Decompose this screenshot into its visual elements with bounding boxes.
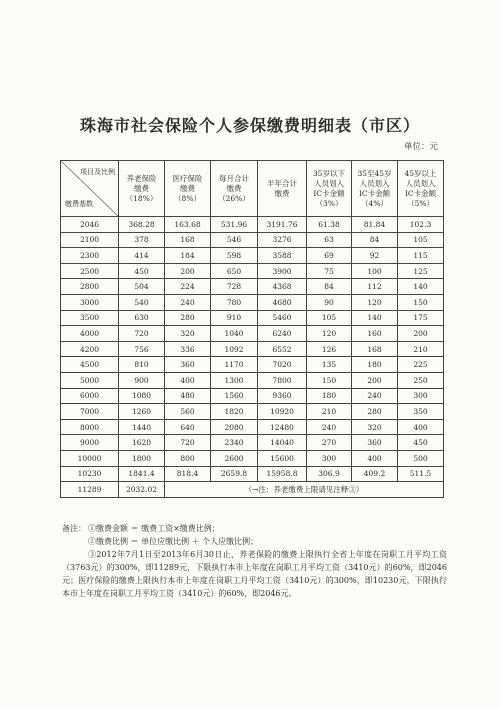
table-cell-35-to-45: 409.2: [352, 466, 398, 482]
table-cell-over-45: 125: [398, 263, 444, 279]
table-cell-base: 2046: [61, 217, 119, 233]
table-cell-monthly-total: 650: [211, 263, 258, 279]
table-cell-medical: 480: [165, 388, 211, 404]
note-3-text: ③2012年7月1日至2013年6月30日止，养老保险的缴费上限执行全省上年度在岗职工月平均工资（3763元）的300%，即11289元，下限执行本市上年度在岗职工月平均工资（3410元）的60%，即2046元；医疗保险的缴费上限执行本市上年度在岗职工月平均工资（3410元）的300%，即10230元，下限执行本市上年度在岗职工月平均工资（3410元）的60%，即2046元。: [62, 550, 447, 598]
table-cell-medical: 184: [165, 248, 211, 264]
table-cell-over-45: 450: [398, 435, 444, 451]
table-cell-base: 3000: [61, 294, 119, 310]
table-cell-monthly-total: 1560: [211, 388, 258, 404]
table-cell-over-45: 350: [398, 404, 444, 420]
header-over-45: 45岁以上 人员划入 IC卡金额 （5%）: [398, 161, 444, 217]
table-cell-35-to-45: 280: [352, 404, 398, 420]
header-pension: 养老保险 缴费 （18%）: [119, 161, 165, 217]
table-header-row: [61, 161, 444, 217]
table-cell-under-35: 90: [307, 294, 352, 310]
table-cell-35-to-45: 120: [352, 294, 398, 310]
table-row: [61, 435, 444, 451]
table-cell-over-45: 400: [398, 419, 444, 435]
header-under-35: 35岁以下 人员划入 IC卡金额 （3%）: [307, 161, 352, 217]
table-cell-monthly-total: 2340: [211, 435, 258, 451]
table-cell-half-year-total: 14040: [258, 435, 307, 451]
table-cell-under-35: 300: [307, 450, 352, 466]
table-cell-half-year-total: 4680: [258, 294, 307, 310]
table-cell-medical: 320: [165, 326, 211, 342]
table-cell-half-year-total: 10920: [258, 404, 307, 420]
table-row: [61, 232, 444, 248]
table-cell-base: 4000: [61, 326, 119, 342]
table-row: [61, 217, 444, 233]
table-cell-pension: 720: [119, 326, 165, 342]
table-cell-medical: 240: [165, 294, 211, 310]
table-cell-half-year-total: 15600: [258, 450, 307, 466]
table-cell-over-45: 140: [398, 279, 444, 295]
table-cell-medical: 168: [165, 232, 211, 248]
table-cell-35-to-45: 112: [352, 279, 398, 295]
table-row: [61, 279, 444, 295]
notes-prefix: 备注：: [62, 524, 86, 533]
table-cell-over-45: 250: [398, 372, 444, 388]
table-cell-over-45: 511.5: [398, 466, 444, 482]
table-cell-medical: 800: [165, 450, 211, 466]
table-cell-pension: 1080: [119, 388, 165, 404]
table-cell-pension: 504: [119, 279, 165, 295]
table-cell-base: 4200: [61, 341, 119, 357]
table-cell-under-35: 240: [307, 419, 352, 435]
table-cell-pension: 756: [119, 341, 165, 357]
table-cell-under-35: 126: [307, 341, 352, 357]
table-row: [61, 404, 444, 420]
table-cell-under-35: 210: [307, 404, 352, 420]
table-cell-35-to-45: 160: [352, 326, 398, 342]
table-cell-half-year-total: 3900: [258, 263, 307, 279]
table-row: [61, 466, 444, 482]
table-cell-half-year-total: 6240: [258, 326, 307, 342]
table-cell-pension: 368.28: [119, 217, 165, 233]
table-cell-base: 6000: [61, 388, 119, 404]
table-cell-pension: 900: [119, 372, 165, 388]
table-cell-half-year-total: 7800: [258, 372, 307, 388]
table-cell-medical: 224: [165, 279, 211, 295]
table-cell-pension: 810: [119, 357, 165, 373]
table-cell-base: 10000: [61, 450, 119, 466]
table-cell-monthly-total: 546: [211, 232, 258, 248]
table-cell-over-45: 500: [398, 450, 444, 466]
header-medical: 医疗保险 缴费 （8%）: [165, 161, 211, 217]
table-row: [61, 450, 444, 466]
corner-bottom-label: 缴费基数: [65, 200, 93, 208]
table-cell-half-year-total: 3276: [258, 232, 307, 248]
table-row: [61, 248, 444, 264]
table-cell-half-year-total: 6552: [258, 341, 307, 357]
table-cell-base: 11289: [61, 482, 119, 498]
table-cell-base: 9000: [61, 435, 119, 451]
table-cell-note: （→注：养老缴费上限请见注释③）: [165, 482, 444, 498]
table-cell-monthly-total: 2659.8: [211, 466, 258, 482]
note-1-text: ①缴费金额 ＝ 缴费工资×缴费比例；: [88, 524, 220, 533]
table-cell-over-45: 105: [398, 232, 444, 248]
table-row: [61, 357, 444, 373]
table-cell-pension: 1841.4: [119, 466, 165, 482]
table-cell-base: 7000: [61, 404, 119, 420]
table-body: [61, 217, 444, 498]
table-cell-monthly-total: 2600: [211, 450, 258, 466]
notes-section: [62, 522, 447, 600]
table-cell-under-35: 180: [307, 388, 352, 404]
note-2-text: ②缴费比例 ＝ 单位应缴比例 ＋ 个人应缴比例；: [88, 537, 259, 546]
table-cell-pension: 1620: [119, 435, 165, 451]
table-cell-35-to-45: 400: [352, 450, 398, 466]
table-cell-monthly-total: 2080: [211, 419, 258, 435]
note-line-2: [62, 535, 447, 548]
table-cell-monthly-total: 1820: [211, 404, 258, 420]
table-cell-over-45: 102.3: [398, 217, 444, 233]
table-cell-base: 2100: [61, 232, 119, 248]
table-cell-medical: 360: [165, 357, 211, 373]
table-cell-35-to-45: 180: [352, 357, 398, 373]
table-cell-base: 10230: [61, 466, 119, 482]
table-cell-half-year-total: 3588: [258, 248, 307, 264]
table-row: [61, 388, 444, 404]
header-35-to-45: 35至45岁 人员划入 IC卡金额 （4%）: [352, 161, 398, 217]
table-cell-half-year-total: 12480: [258, 419, 307, 435]
table-cell-under-35: 63: [307, 232, 352, 248]
table-cell-medical: 336: [165, 341, 211, 357]
table-cell-under-35: 150: [307, 372, 352, 388]
table-cell-35-to-45: 100: [352, 263, 398, 279]
table-row: [61, 372, 444, 388]
table-cell-monthly-total: 910: [211, 310, 258, 326]
table-cell-medical: 560: [165, 404, 211, 420]
header-half-year-total: 半年合计 缴费: [258, 161, 307, 217]
table-cell-monthly-total: 780: [211, 294, 258, 310]
table-cell-monthly-total: 1300: [211, 372, 258, 388]
note-line-1: [62, 522, 447, 535]
table-cell-under-35: 135: [307, 357, 352, 373]
table-cell-pension: 450: [119, 263, 165, 279]
table-cell-medical: 818.4: [165, 466, 211, 482]
table-row: [61, 263, 444, 279]
table-cell-over-45: 150: [398, 294, 444, 310]
table-cell-35-to-45: 84: [352, 232, 398, 248]
table-cell-pension: 540: [119, 294, 165, 310]
table-cell-medical: 163.68: [165, 217, 211, 233]
table-cell-monthly-total: 598: [211, 248, 258, 264]
table-cell-pension: 2032.02: [119, 482, 165, 498]
table-cell-under-35: 120: [307, 326, 352, 342]
table-cell-35-to-45: 140: [352, 310, 398, 326]
table-cell-medical: 200: [165, 263, 211, 279]
header-monthly-total: 每月合计 缴费 （26%）: [211, 161, 258, 217]
table-cell-35-to-45: 168: [352, 341, 398, 357]
table-cell-medical: 400: [165, 372, 211, 388]
table-cell-35-to-45: 81.84: [352, 217, 398, 233]
table-cell-under-35: 306.9: [307, 466, 352, 482]
table-cell-35-to-45: 320: [352, 419, 398, 435]
table-cell-under-35: 84: [307, 279, 352, 295]
table-cell-medical: 280: [165, 310, 211, 326]
table-cell-half-year-total: 4368: [258, 279, 307, 295]
table-cell-35-to-45: 200: [352, 372, 398, 388]
table-cell-under-35: 105: [307, 310, 352, 326]
table-cell-35-to-45: 240: [352, 388, 398, 404]
table-row: [61, 341, 444, 357]
table-row: [61, 310, 444, 326]
table-cell-monthly-total: 1170: [211, 357, 258, 373]
table-cell-monthly-total: 531.96: [211, 217, 258, 233]
table-cell-base: 5000: [61, 372, 119, 388]
table-cell-pension: 630: [119, 310, 165, 326]
table-cell-monthly-total: 1092: [211, 341, 258, 357]
table-corner-cell: [61, 161, 119, 217]
contribution-table: [60, 160, 444, 498]
table-cell-half-year-total: 3191.76: [258, 217, 307, 233]
table-cell-under-35: 75: [307, 263, 352, 279]
table-cell-half-year-total: 15958.8: [258, 466, 307, 482]
table-cell-base: 4500: [61, 357, 119, 373]
table-cell-over-45: 225: [398, 357, 444, 373]
table-cell-under-35: 61.38: [307, 217, 352, 233]
table-cell-under-35: 69: [307, 248, 352, 264]
table-cell-base: 3500: [61, 310, 119, 326]
table-cell-pension: 1260: [119, 404, 165, 420]
table-cell-monthly-total: 1040: [211, 326, 258, 342]
table-cell-pension: 414: [119, 248, 165, 264]
table-row: [61, 326, 444, 342]
table-row: [61, 294, 444, 310]
table-cell-half-year-total: 5460: [258, 310, 307, 326]
unit-label: 单位：元: [403, 142, 438, 152]
table-cell-over-45: 210: [398, 341, 444, 357]
table-cell-base: 8000: [61, 419, 119, 435]
table-cell-over-45: 175: [398, 310, 444, 326]
table-cell-monthly-total: 728: [211, 279, 258, 295]
table-cell-over-45: 300: [398, 388, 444, 404]
table-cell-pension: 1440: [119, 419, 165, 435]
table-cell-base: 2300: [61, 248, 119, 264]
table-cell-over-45: 200: [398, 326, 444, 342]
table-cell-35-to-45: 360: [352, 435, 398, 451]
table-cell-half-year-total: 7020: [258, 357, 307, 373]
table-row-last: [61, 482, 444, 498]
corner-top-label: 项目及比例: [80, 168, 115, 176]
table-cell-over-45: 115: [398, 248, 444, 264]
table-cell-pension: 378: [119, 232, 165, 248]
page-title: 珠海市社会保险个人参保缴费明细表（市区）: [79, 116, 420, 135]
table-cell-under-35: 270: [307, 435, 352, 451]
table-cell-base: 2500: [61, 263, 119, 279]
table-cell-medical: 640: [165, 419, 211, 435]
table-row: [61, 419, 444, 435]
table-cell-35-to-45: 92: [352, 248, 398, 264]
table-cell-base: 2800: [61, 279, 119, 295]
table-cell-half-year-total: 9360: [258, 388, 307, 404]
table-cell-pension: 1800: [119, 450, 165, 466]
table-cell-medical: 720: [165, 435, 211, 451]
